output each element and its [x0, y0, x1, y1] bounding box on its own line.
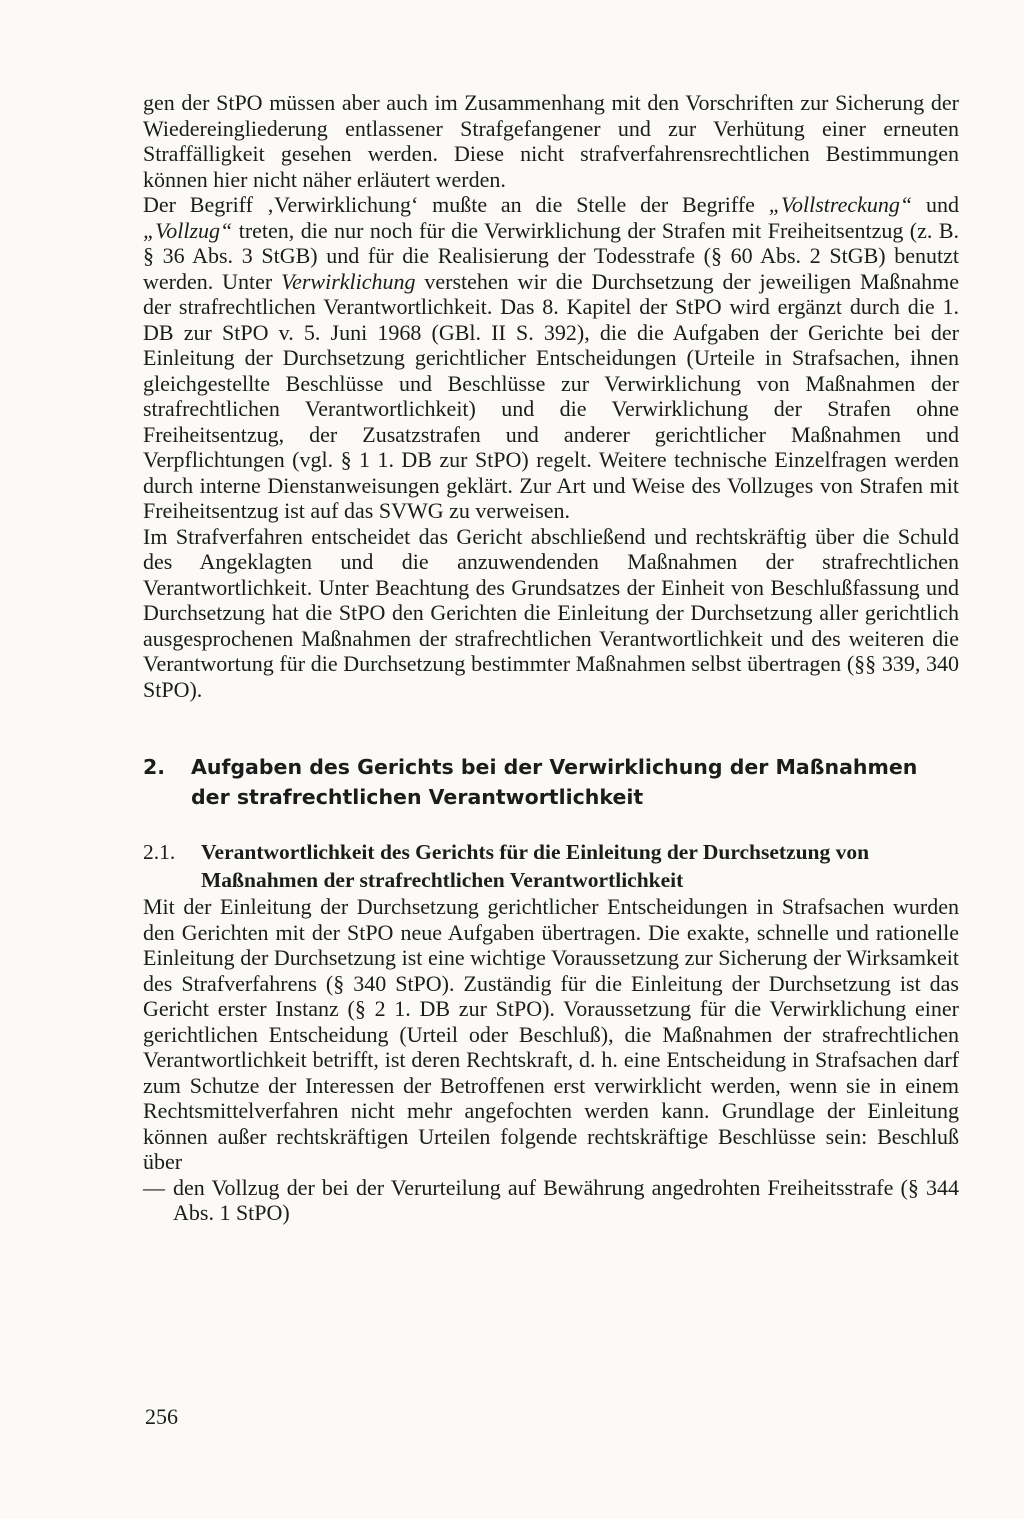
subsection-heading-2-1: [143, 838, 959, 894]
paragraph-2-text-g: verstehen wir die Durchsetzung der jeweiligen Maßnahme der strafrechtlichen Verantwortlichkeit. Das 8. Kapitel der StPO wird ergänzt durch die 1. DB zur StPO v. 5. Juni 1968 (GBl. II S. 392), die die Aufgaben der Gerichte bei der Einleitung der Durchsetzung gerichtlicher Entscheidungen (Urteile in Strafsachen, ihnen gleichgestellte Beschlüsse und Beschlüsse zur Verwirklichung von Maßnahmen der strafrechtlichen Verantwortlichkeit) und die Verwirklichung der Strafen ohne Freiheitsentzug, der Zusatzstrafen und anderer gerichtlicher Maßnahmen und Verpflichtungen (vgl. § 1 1. DB zur StPO) regelt. Weitere technische Einzelfragen werden durch interne Dienstanweisungen geklärt. Zur Art und Weise des Vollzuges von Strafen mit Freiheitsentzug ist auf das SVWG zu verweisen.: [143, 268, 959, 523]
list-item-text: den Vollzug der bei der Verurteilung auf Bewährung angedrohten Freiheitsstrafe (§ 344 Abs. 1 StPO): [173, 1174, 959, 1225]
paragraph-2-text-c: und: [912, 192, 959, 217]
spacer: [143, 702, 959, 752]
paragraph-2-text-e: treten, die nur noch für die Verwirklichung der Strafen mit Freiheitsentzug (z. B. § 36 Abs. 3 StGB) und für die Realisierung der Todesstrafe (§ 60 Abs. 2 StGB) benutzt werden. Unter: [143, 217, 959, 294]
subsection-number: 2.1.: [143, 840, 176, 864]
paragraph-4: Mit der Einleitung der Durchsetzung gerichtlicher Entscheidungen in Strafsachen wurden den Gerichten mit der StPO neue Aufgaben übertragen. Die exakte, schnelle und rationelle Einleitung der Durchsetzung ist eine wichtige Voraussetzung zur Sicherung der Wirksamkeit des Strafverfahrens (§ 340 StPO). Zuständig für die Einleitung der Durchsetzung ist das Gericht erster Instanz (§ 2 1. DB zur StPO). Voraussetzung für die Verwirklichung einer gerichtlichen Entscheidung (Urteil oder Beschluß), die Maßnahmen der strafrechtlichen Verantwortlichkeit betrifft, ist deren Rechtskraft, d. h. eine Entscheidung in Strafsachen darf zum Schutze der Interessen der Betroffenen erst verwirklicht werden, wenn sie in einem Rechtsmittelverfahren nicht mehr angefochten werden kann. Grundlage der Einleitung können außer rechtskräftigen Urteilen folgende rechtskräftige Beschlüsse sein: Beschluß über: [143, 894, 959, 1174]
paragraph-2-text-a: Der Begriff ‚Verwirklichung‘ mußte an die Stelle der Begriffe: [143, 192, 769, 217]
term-vollzug: „Vollzug“: [143, 217, 233, 243]
paragraph-3: Im Strafverfahren entscheidet das Gericht abschließend und rechtskräftig über die Schuld des Angeklagten und die anzuwendenden Maßnahmen der strafrechtlichen Verantwortlichkeit. Unter Beachtung des Grundsatzes der Einheit von Beschlußfassung und Durchsetzung hat die StPO den Gerichten die Einleitung der Durchsetzung aller gerichtlich ausgesprochenen Maßnahmen der strafrechtlichen Verantwortlichkeit und des weiteren die Verantwortung für die Durchsetzung bestimmter Maßnahmen selbst übertragen (§§ 339, 340 StPO).: [143, 523, 959, 702]
list-item: [143, 1175, 959, 1226]
section-number: 2.: [143, 755, 166, 779]
term-vollstreckung: „Vollstreckung“: [768, 192, 913, 217]
paragraph-2: [143, 192, 959, 524]
page-number: 256: [145, 1404, 178, 1429]
subsection-title: Verantwortlichkeit des Gerichts für die Einleitung der Durchsetzung von Maßnahmen der strafrechtlichen Verantwortlichkeit: [201, 840, 870, 892]
page-body: [143, 90, 959, 1226]
paragraph-1: gen der StPO müssen aber auch im Zusammenhang mit den Vorschriften zur Sicherung der Wiedereingliederung entlassener Strafgefangener und zur Verhütung einer erneuten Straffälligkeit gesehen werden. Diese nicht strafverfahrensrechtlichen Bestimmungen können hier nicht näher erläutert werden.: [143, 90, 959, 192]
section-heading-2: [143, 752, 959, 812]
section-title: Aufgaben des Gerichts bei der Verwirklichung der Maßnahmen der strafrechtlichen Verantwortlichkeit: [191, 755, 918, 809]
term-verwirklichung: Verwirklichung: [281, 268, 416, 294]
list-dash: —: [143, 1174, 165, 1200]
